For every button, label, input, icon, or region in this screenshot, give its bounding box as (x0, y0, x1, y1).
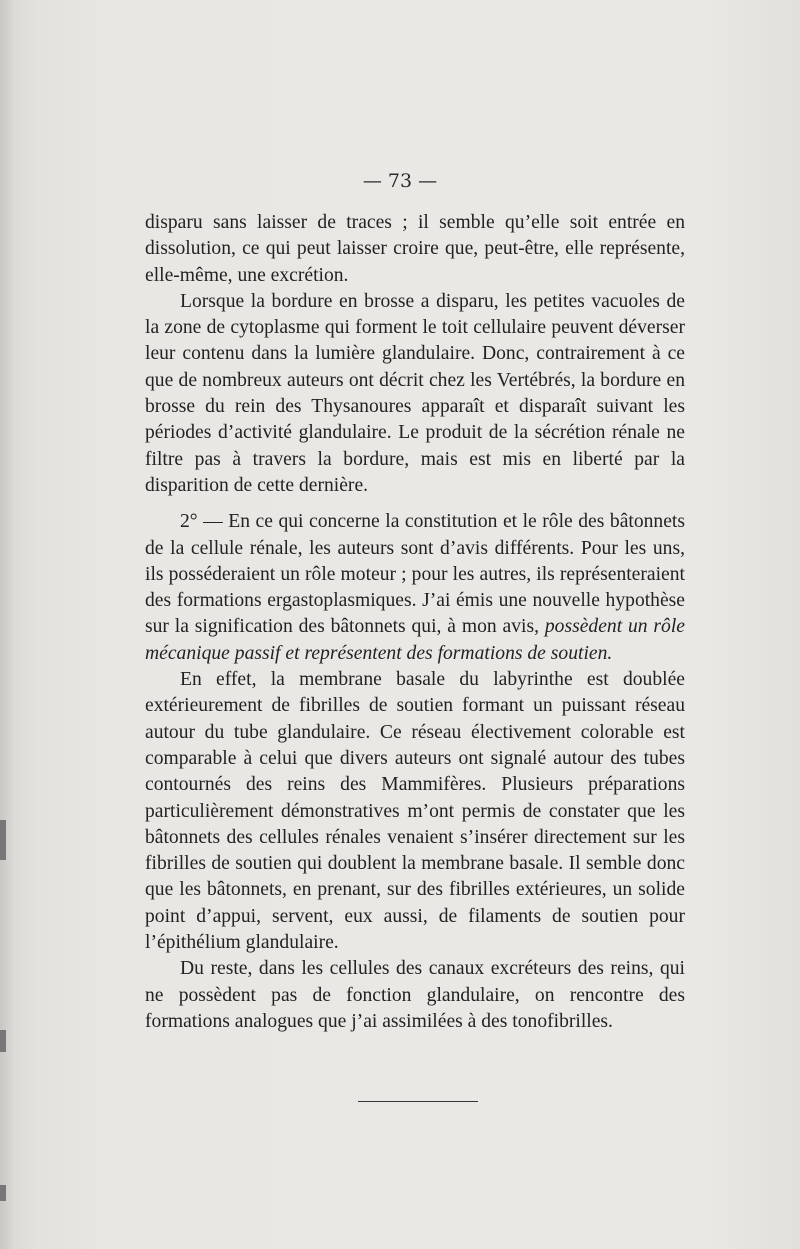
page-number: — 73 — (362, 170, 438, 192)
margin-mark (0, 820, 6, 860)
paragraph-batonnets (145, 509, 685, 667)
paragraph-continuation: disparu sans laisser de traces ; il semble qu’elle soit entrée en dissolution, ce qui peut laisser croire que, peut-être, elle représente, elle-même, une excrétion. (145, 212, 685, 286)
paragraph-membrane: En effet, la membrane basale du labyrinthe est doublée extérieurement de fibrilles de soutien formant un puissant réseau autour du tube glandulaire. Ce réseau électivement colorable est comparable à celui que divers auteurs ont signalé autour des tubes contournés des reins des Mammifères. Plusieurs préparations particulièrement démonstratives m’ont permis de constater que les bâtonnets des cellules rénales venaient s’insérer directement sur les fibrilles de soutien qui doublent la membrane basale. Il semble donc que les bâtonnets, en prenant, sur des fibrilles extérieures, un solide point d’appui, servent, eux aussi, de filaments de soutien pour l’épithélium glandulaire. (145, 669, 685, 954)
margin-mark (0, 1185, 6, 1201)
spine-shadow (0, 0, 14, 1249)
paragraph-batonnets-text: 2° — En ce qui concerne la constitution et le rôle des bâtonnets de la cellule rénale, les auteurs sont d’avis différents. Pour les uns, ils posséderaient un rôle moteur ; pour les autres, ils représenteraient des formations ergastoplasmiques. J’ai émis une nouvelle hypothèse sur la signification des bâtonnets qui, à mon avis, (145, 511, 685, 638)
body-text (145, 210, 685, 1035)
section-end-rule (358, 1101, 478, 1102)
paragraph-bordure: Lorsque la bordure en brosse a disparu, les petites vacuoles de la zone de cytoplasme qui forment le toit cellulaire peuvent déverser leur contenu dans la lumière glandulaire. Donc, contrairement à ce que de nombreux auteurs ont décrit chez les Vertébrés, la bordure en brosse du rein des Thysanoures apparaît et disparaît suivant les périodes d’activité glandulaire. Le produit de la sécrétion rénale ne filtre pas à travers la bordure, mais est mis en liberté par la disparition de cette dernière. (145, 290, 685, 496)
margin-mark (0, 1030, 6, 1052)
paragraph-canaux: Du reste, dans les cellules des canaux excréteurs des reins, qui ne possèdent pas de fonction glandulaire, on rencontre des formations analogues que j’ai assimilées à des tonofibrilles. (145, 958, 685, 1032)
paragraph-batonnets-italic: possèdent un rôle mécanique passif et représentent des formations de soutien. (145, 616, 685, 664)
